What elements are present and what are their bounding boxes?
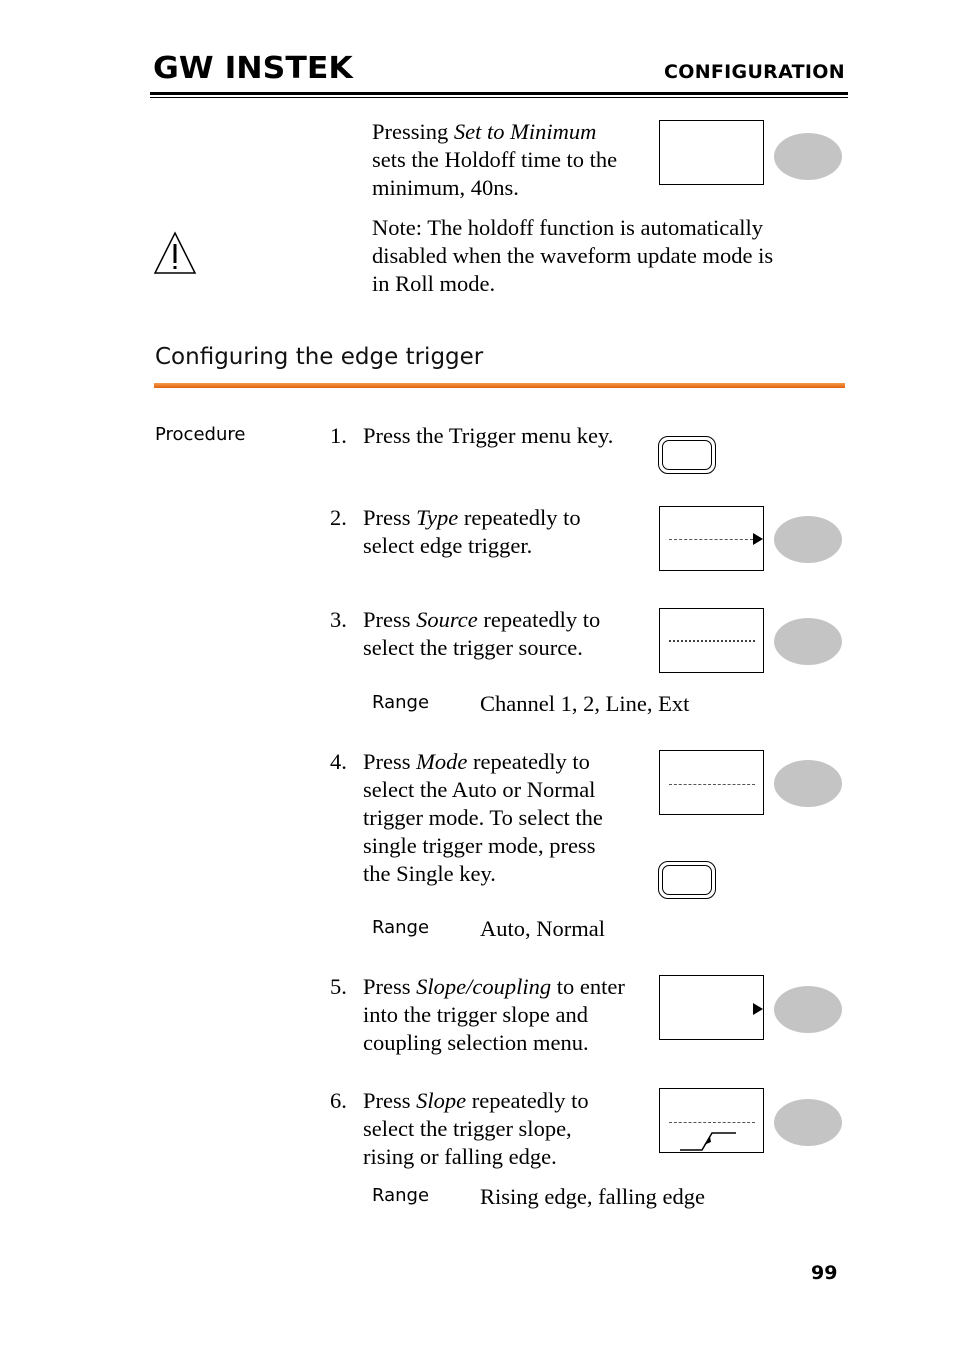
step-4-line: select the Auto or Normal xyxy=(363,777,596,802)
type-softkey-name: Type xyxy=(416,505,459,530)
mode-softkey-box xyxy=(659,750,764,815)
mode-softkey-name: Mode xyxy=(416,749,468,774)
softkey-dashed-line xyxy=(669,784,755,785)
range-value: Channel 1, 2, Line, Ext xyxy=(480,691,690,716)
step-text: repeatedly to xyxy=(467,749,590,774)
slope-coupling-softkey-box xyxy=(659,975,764,1040)
bezel-button-icon xyxy=(774,133,842,180)
step-text: Press xyxy=(363,974,417,999)
type-softkey-box xyxy=(659,506,764,571)
step-6-line: rising or falling edge. xyxy=(363,1144,557,1169)
set-to-minimum-softkey-name: Set to Minimum xyxy=(453,119,597,144)
step-4-line: the Single key. xyxy=(363,861,496,886)
bezel-button-icon xyxy=(774,618,842,665)
softkey-dotted-line xyxy=(669,640,755,642)
bezel-button-icon xyxy=(774,1099,842,1146)
single-key-icon xyxy=(658,861,716,899)
step-text: repeatedly to xyxy=(466,1088,589,1113)
range-label: Range xyxy=(372,917,430,938)
range-label: Range xyxy=(372,692,430,713)
step-1-text xyxy=(363,422,663,450)
step-text: repeatedly to xyxy=(477,607,601,632)
step-2-line: select edge trigger. xyxy=(363,533,533,558)
note-line: disabled when the waveform update mode is xyxy=(372,243,774,268)
source-softkey-box xyxy=(659,608,764,673)
range-value: Rising edge, falling edge xyxy=(480,1184,705,1209)
procedure-label: Procedure xyxy=(155,424,246,445)
header-rule-thin xyxy=(150,97,848,98)
step-5-line: coupling selection menu. xyxy=(363,1030,589,1055)
note-line: Note: The holdoff function is automatically xyxy=(372,215,763,240)
step-number: 1. xyxy=(330,423,347,448)
step-text: to enter xyxy=(551,974,625,999)
step-4-text xyxy=(363,748,648,888)
step-number: 6. xyxy=(330,1088,347,1113)
step-number: 4. xyxy=(330,749,347,774)
step-number: 2. xyxy=(330,505,347,530)
step-number: 5. xyxy=(330,974,347,999)
step-1-line: Press the Trigger menu key. xyxy=(363,423,614,448)
step-text: Press xyxy=(363,505,417,530)
step-3-line: select the trigger source. xyxy=(363,635,583,660)
gw-instek-logo: GW INSTEK xyxy=(153,51,353,86)
step-2-text xyxy=(363,504,648,560)
header-rule xyxy=(150,92,848,95)
slope-coupling-softkey-name: Slope/coupling xyxy=(416,974,552,999)
bezel-button-icon xyxy=(774,760,842,807)
trigger-menu-key-icon xyxy=(658,436,716,474)
step-5-line: into the trigger slope and xyxy=(363,1002,588,1027)
softkey-dashed-line xyxy=(669,1122,755,1123)
set-to-minimum-softkey-box xyxy=(659,120,764,185)
step-text: repeatedly to xyxy=(458,505,581,530)
rising-edge-icon xyxy=(678,1127,740,1153)
section-title: Configuring the edge trigger xyxy=(155,344,484,370)
holdoff-line-2: sets the Holdoff time to the xyxy=(372,147,618,172)
step-text: Press xyxy=(363,749,417,774)
bezel-button-icon xyxy=(774,516,842,563)
section-header: CONFIGURATION xyxy=(664,61,845,83)
text-pressing: Pressing xyxy=(372,119,454,144)
step-3-text xyxy=(363,606,648,662)
step-number: 3. xyxy=(330,607,347,632)
warning-icon xyxy=(153,231,197,275)
slope-softkey-name: Slope xyxy=(416,1088,467,1113)
slope-softkey-box xyxy=(659,1088,764,1153)
bezel-button-icon xyxy=(774,986,842,1033)
page-number: 99 xyxy=(811,1262,838,1284)
step-4-line: single trigger mode, press xyxy=(363,833,596,858)
range-value: Auto, Normal xyxy=(480,916,605,941)
step-text: Press xyxy=(363,607,417,632)
note-line: in Roll mode. xyxy=(372,271,496,296)
step-6-text xyxy=(363,1087,648,1171)
softkey-dashed-line xyxy=(669,539,753,540)
step-6-line: select the trigger slope, xyxy=(363,1116,572,1141)
holdoff-note xyxy=(372,214,842,298)
step-4-line: trigger mode. To select the xyxy=(363,805,603,830)
step-5-text xyxy=(363,973,648,1057)
source-softkey-name: Source xyxy=(416,607,478,632)
holdoff-line-3: minimum, 40ns. xyxy=(372,175,519,200)
section-title-rule xyxy=(154,383,845,388)
step-text: Press xyxy=(363,1088,417,1113)
holdoff-paragraph xyxy=(372,118,842,202)
range-label: Range xyxy=(372,1185,430,1206)
submenu-arrow-icon xyxy=(753,533,763,545)
submenu-arrow-icon xyxy=(753,1003,763,1015)
